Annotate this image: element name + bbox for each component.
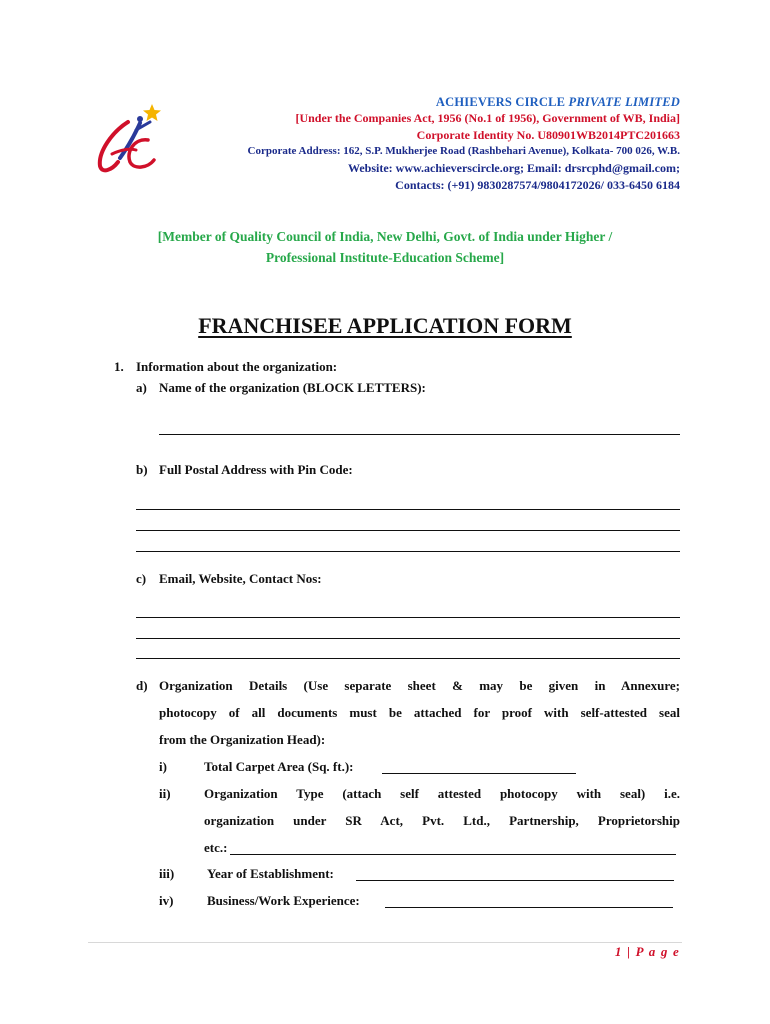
item-d-text-line-2: photocopy of all documents must be attached for proof with self-attested seal (159, 705, 680, 720)
item-c-marker: c) (136, 571, 147, 586)
item-b-label: Full Postal Address with Pin Code: (159, 462, 353, 477)
member-statement-line-1: [Member of Quality Council of India, New Delhi, Govt. of India under Higher / (157, 229, 613, 244)
organization-type-line-3: etc.: (204, 840, 228, 855)
item-d-marker: d) (136, 678, 148, 693)
organization-name-field[interactable] (159, 434, 680, 435)
organization-type-line-2: organization under SR Act, Pvt. Ltd., Partnership, Proprietorship (204, 813, 680, 828)
section-1-heading: Information about the organization: (136, 359, 338, 374)
work-experience-label: Business/Work Experience: (207, 893, 360, 908)
item-d-text-line-3: from the Organization Head): (159, 732, 326, 747)
year-of-establishment-label: Year of Establishment: (207, 866, 334, 881)
item-a-marker: a) (136, 380, 147, 395)
companies-act-line: [Under the Companies Act, 1956 (No.1 of 1956), Government of WB, India] (295, 111, 680, 125)
company-logo (90, 92, 168, 180)
item-a-label: Name of the organization (BLOCK LETTERS): (159, 380, 426, 395)
section-1-number: 1. (114, 359, 124, 374)
item-d-text-line-1: Organization Details (Use separate sheet & may be given in Annexure; (159, 678, 680, 693)
postal-address-field-line-3[interactable] (136, 551, 680, 552)
item-c-label: Email, Website, Contact Nos: (159, 571, 322, 586)
corporate-identity-line: Corporate Identity No. U80901WB2014PTC201663 (416, 128, 680, 142)
year-of-establishment-field[interactable] (356, 880, 674, 881)
corporate-address-line: Corporate Address: 162, S.P. Mukherjee Road (Rashbehari Avenue), Kolkata- 700 026, W.B. (247, 145, 680, 157)
work-experience-field[interactable] (385, 907, 673, 908)
organization-type-field[interactable] (230, 854, 676, 855)
contacts-line: Contacts: (+91) 9830287574/9804172026/ 033-6450 6184 (395, 178, 680, 192)
carpet-area-field[interactable] (382, 773, 576, 774)
carpet-area-label: Total Carpet Area (Sq. ft.): (204, 759, 354, 774)
member-statement-line-2: Professional Institute-Education Scheme] (265, 250, 505, 265)
page-number: 1 | P a g e (614, 944, 680, 959)
contact-field-line-2[interactable] (136, 638, 680, 639)
sub-item-i-marker: i) (159, 759, 167, 774)
website-email-line: Website: www.achieverscircle.org; Email: drsrcphd@gmail.com; (348, 161, 680, 175)
sub-item-ii-marker: ii) (159, 786, 171, 801)
contact-field-line-3[interactable] (136, 658, 680, 659)
footer-divider (88, 942, 682, 943)
company-name: ACHIEVERS CIRCLE PRIVATE LIMITED (435, 95, 680, 109)
organization-type-line-1: Organization Type (attach self attested photocopy with seal) i.e. (204, 786, 680, 801)
sub-item-iv-marker: iv) (159, 893, 174, 908)
form-title: FRANCHISEE APPLICATION FORM (198, 313, 572, 338)
item-b-marker: b) (136, 462, 148, 477)
postal-address-field-line-1[interactable] (136, 509, 680, 510)
contact-field-line-1[interactable] (136, 617, 680, 618)
sub-item-iii-marker: iii) (159, 866, 175, 881)
postal-address-field-line-2[interactable] (136, 530, 680, 531)
